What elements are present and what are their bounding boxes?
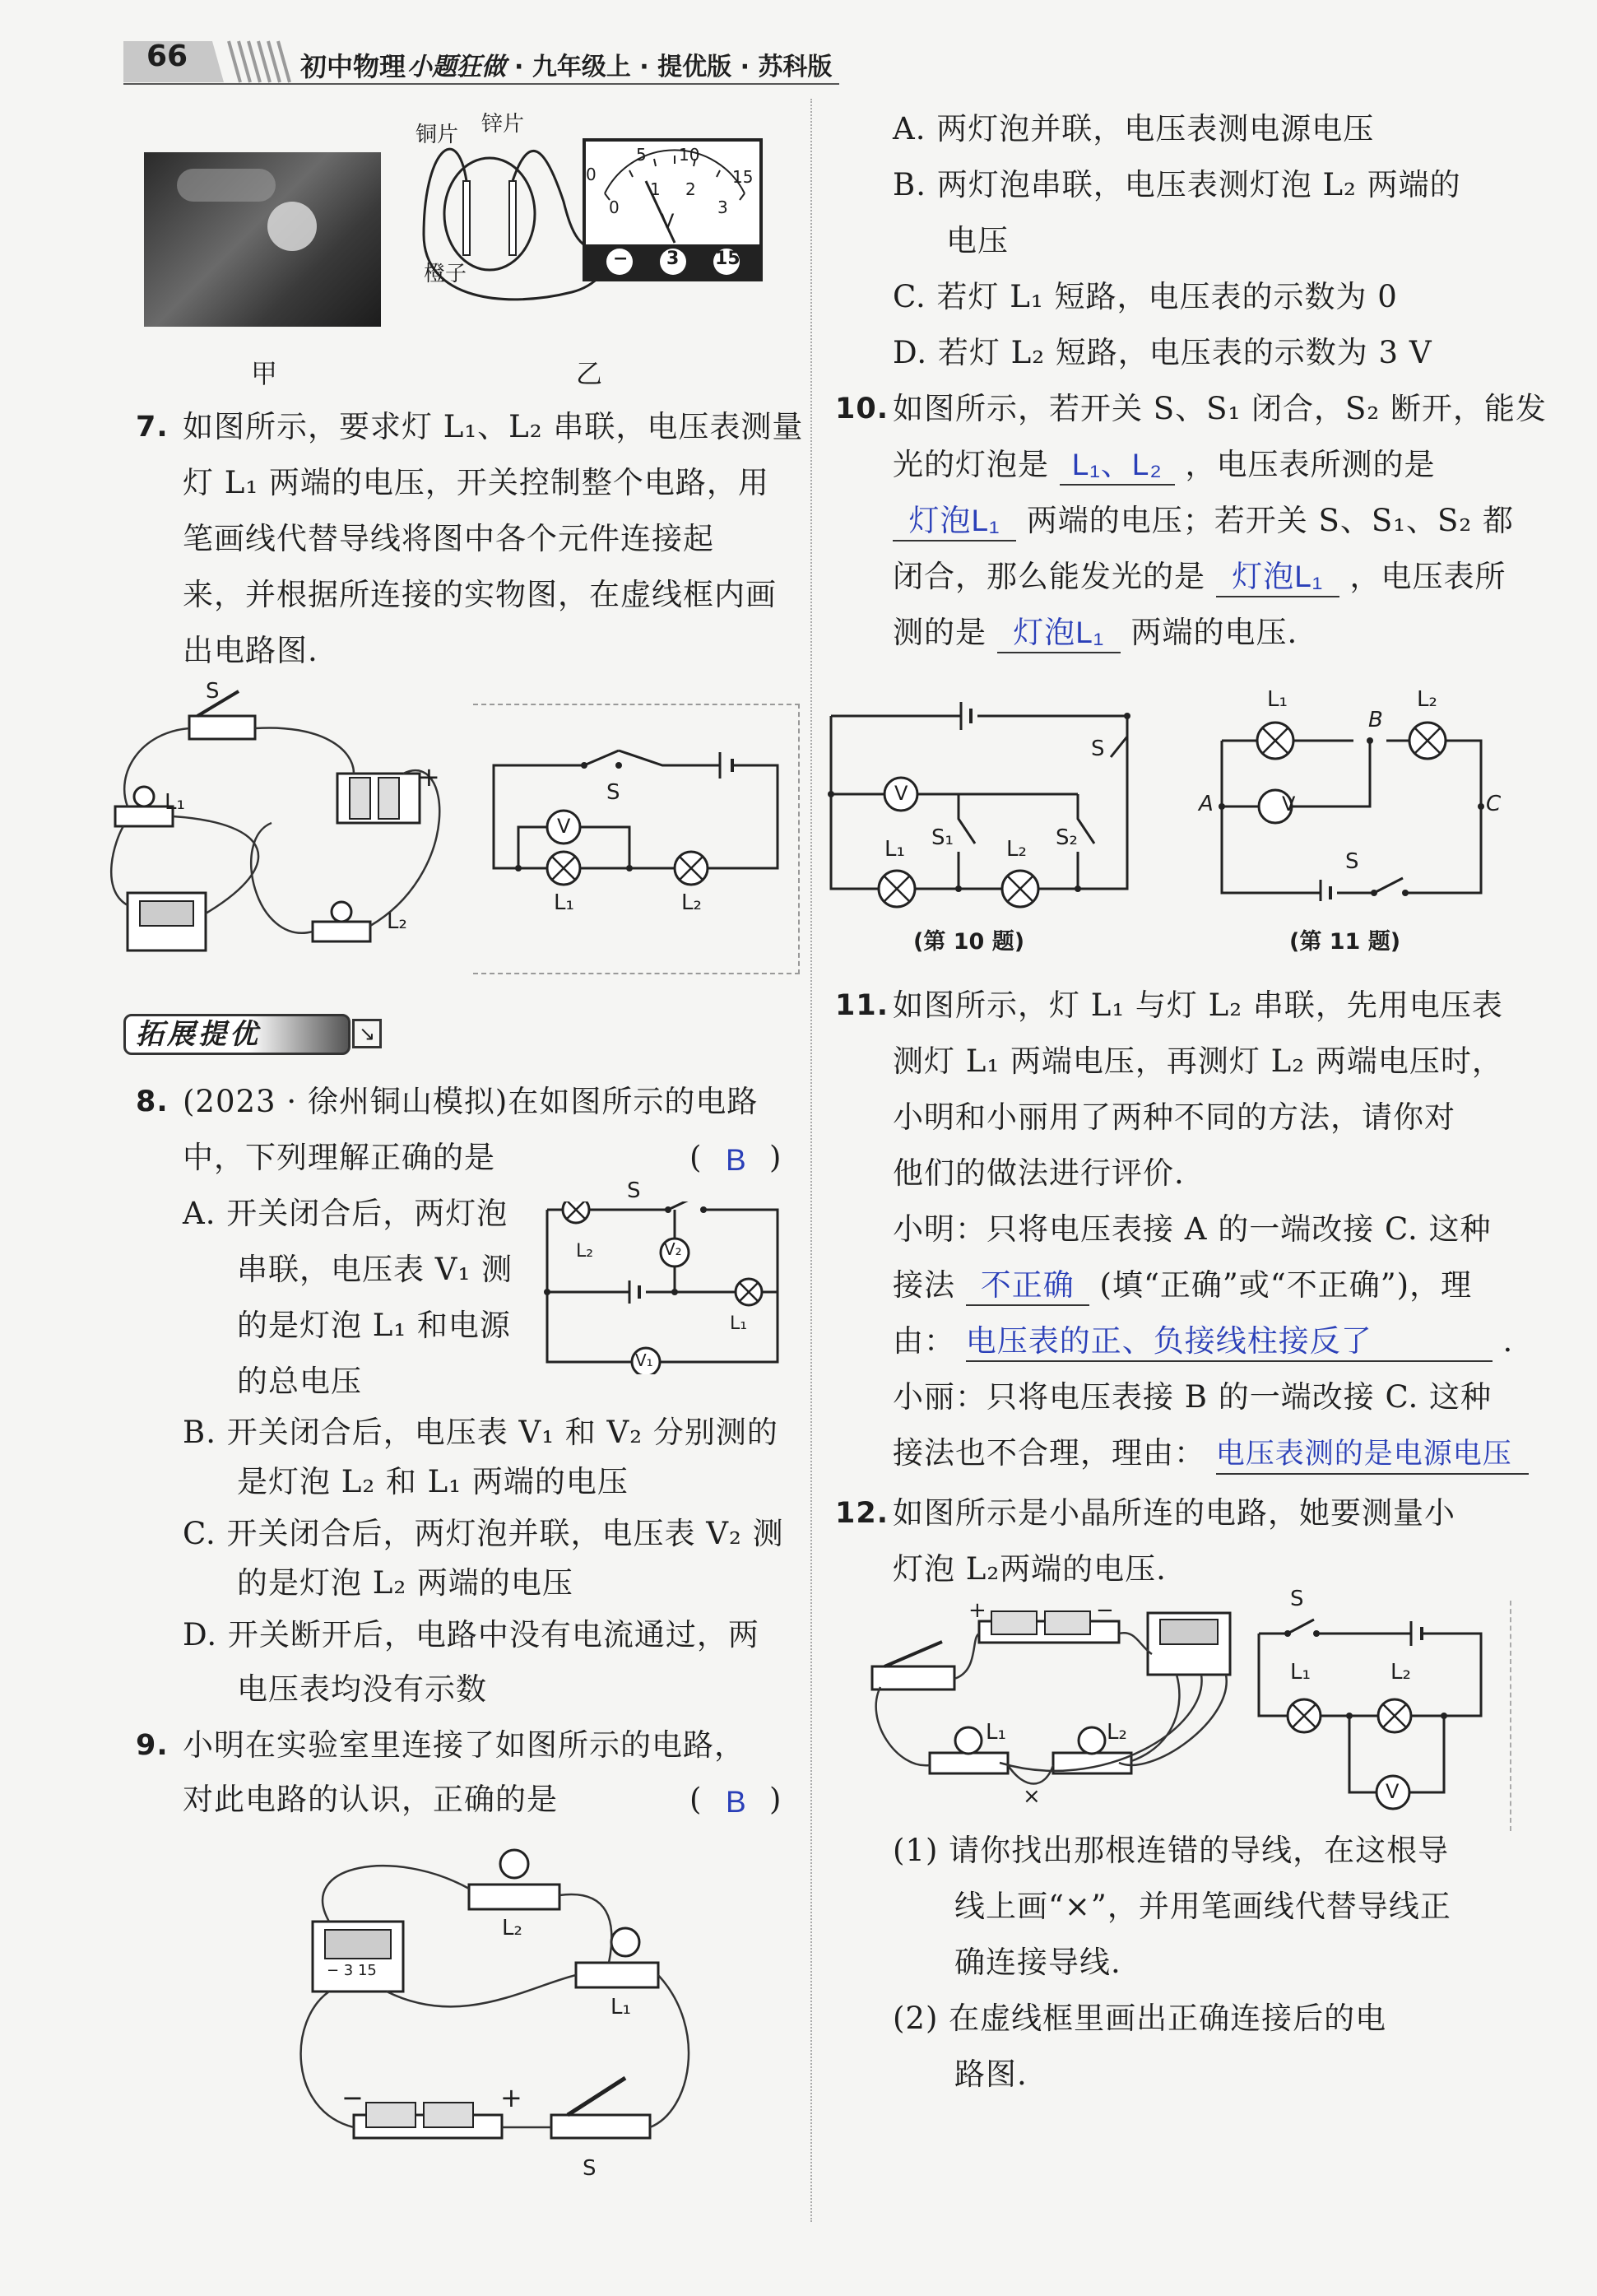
q11-line-4: 他们的做法进行评价. (893, 1155, 1185, 1191)
q9-option-a: A. 两灯泡并联，电压表测电源电压 (893, 111, 1375, 146)
q7-schem-l2-label: L₂ (681, 890, 702, 915)
q12-minus-label: − (1096, 1598, 1114, 1623)
q12-sub1-1: (1) 请你找出那根连错的导线，在这根导 (893, 1833, 1450, 1868)
q12-real-l1-label: L₁ (986, 1720, 1006, 1745)
q11-li-2 (893, 1425, 1529, 1481)
q8-l1-label: L₁ (730, 1313, 748, 1334)
q8-option-c-1: C. 开关闭合后，两灯泡并联，电压表 V₂ 测 (183, 1516, 784, 1551)
q11-blank-1: 不正确 (966, 1267, 1089, 1306)
q12-line-2: 灯泡 L₂两端的电压. (893, 1551, 1167, 1587)
q9-option-b-1: B. 两灯泡串联，电压表测灯泡 L₂ 两端的 (893, 167, 1461, 202)
q7-schem-l1-label: L₁ (554, 890, 574, 915)
q9-answer: B (726, 1785, 747, 1819)
q12-schem-s-label: S (1290, 1587, 1304, 1611)
fig6-photo (144, 152, 381, 327)
q11-caption: (第 11 题) (1289, 929, 1401, 955)
q10-line-3 (893, 493, 1514, 549)
q7-line-1: 如图所示，要求灯 L₁、L₂ 串联，电压表测量 (183, 409, 804, 444)
q8-circuit (535, 1201, 790, 1374)
q11-ming-2b: (填“正确”或“不正确”)，理 (1099, 1267, 1473, 1303)
q10-line-4a: 闭合，那么能发光的是 (893, 559, 1205, 594)
fig6-scale-top-0: 0 (586, 165, 597, 184)
q10-s-label: S (1091, 737, 1105, 761)
q7-real-plus-label: + (418, 761, 440, 792)
q9-l1-label: L₁ (610, 1995, 631, 2019)
fig6-zinc-label: 锌片 (481, 112, 525, 137)
q9-real-circuit (280, 1839, 708, 2168)
q11-a-label: A (1199, 792, 1214, 816)
q10-line-5a: 测的是 (893, 615, 987, 650)
fig6-terminal-minus: − (613, 249, 629, 269)
q11-l1-label: L₁ (1267, 687, 1288, 712)
q9-option-b-2: 电压 (946, 223, 1009, 258)
q12-sub1-3: 确连接导线. (954, 1945, 1121, 1980)
book-title: 初中物理 (300, 51, 406, 82)
q10-l1-label: L₁ (884, 837, 905, 862)
q9-stem-1: 小明在实验室里连接了如图所示的电路， (183, 1727, 745, 1763)
q11-ming-2 (893, 1257, 1472, 1313)
q11-ming-2a: 接法 (893, 1267, 955, 1303)
fig6-scale-bottom-2: 2 (685, 179, 696, 199)
fig6-meter-letter: V (661, 210, 675, 233)
q11-blank-3: 电压表测的是电源电压 (1216, 1435, 1529, 1475)
q10-line-1: 如图所示，若开关 S、S₁ 闭合，S₂ 断开，能发 (893, 391, 1547, 426)
q10-s1-label: S₁ (931, 825, 954, 850)
fig6-scale-top-10: 10 (679, 145, 700, 165)
page-number: 66 (146, 40, 188, 73)
q8-option-a-2: 串联，电压表 V₁ 测 (237, 1252, 513, 1287)
q10-blank-3: 灯泡L₁ (1216, 558, 1339, 597)
q12-sub2-1: (2) 在虚线框里画出正确连接后的电 (893, 2001, 1387, 2036)
q12-sub2-2: 路图. (954, 2057, 1028, 2092)
q10-number: 10. (835, 393, 889, 425)
q7-real-l1-label: L₁ (165, 790, 185, 815)
q7-dashed-frame (473, 704, 800, 974)
q10-caption: (第 10 题) (913, 929, 1025, 955)
q8-v2-label: V₂ (664, 1239, 682, 1259)
q8-option-b-2: 是灯泡 L₂ 和 L₁ 两端的电压 (237, 1464, 629, 1499)
q9-answer-bracket-close: ) (769, 1782, 782, 1817)
q12-real-circuit (856, 1605, 1242, 1810)
fig6-orange-label: 橙子 (424, 262, 467, 286)
book-subtitle: · 九年级上 · 提优版 · 苏科版 (514, 53, 833, 81)
q8-s-label: S (627, 1178, 641, 1203)
q10-v-label: V (894, 782, 908, 805)
q10-l2-label: L₂ (1006, 837, 1027, 862)
q11-line-1: 如图所示，灯 L₁ 与灯 L₂ 串联，先用电压表 (893, 988, 1503, 1023)
book-brand: 小题狂做 (407, 53, 506, 81)
q12-sub1-2: 线上画“×”，并用笔画线代替导线正 (954, 1889, 1451, 1924)
page-header (123, 35, 839, 92)
q9-stem-2: 对此电路的认识，正确的是 (183, 1782, 558, 1817)
q12-dashed-frame (1246, 1601, 1511, 1831)
q8-option-a-3: 的是灯泡 L₁ 和电源 (237, 1308, 511, 1343)
fig6-scale-bottom-1: 1 (650, 179, 661, 199)
q12-schem-l1-label: L₁ (1290, 1660, 1311, 1685)
q8-option-d-1: D. 开关断开后，电路中没有电流通过，两 (183, 1617, 759, 1652)
q11-v-label: V (1282, 792, 1296, 816)
q10-blank-2: 灯泡L₁ (893, 502, 1016, 541)
q11-ming-3 (893, 1313, 1513, 1369)
q10-line-3b: 两端的电压；若开关 S、S₁、S₂ 都 (1026, 503, 1514, 538)
section-bar (123, 1014, 351, 1055)
q9-s-label: S (583, 2156, 597, 2181)
q10-line-2a: 光的灯泡是 (893, 447, 1049, 482)
q12-line-1: 如图所示是小晶所连的电路，她要测量小 (893, 1495, 1455, 1531)
q9-l2-label: L₂ (502, 1916, 522, 1940)
fig6-copper-label: 铜片 (415, 123, 459, 147)
q12-number: 12. (835, 1497, 889, 1530)
q9-answer-bracket: ( (689, 1782, 703, 1817)
q7-schem-s-label: S (606, 780, 620, 805)
fig6-orange-voltmeter (407, 103, 778, 342)
fig6-terminal-15: 15 (715, 249, 740, 269)
q7-line-2: 灯 L₁ 两端的电压，开关控制整个电路，用 (183, 465, 769, 500)
column-divider (810, 99, 812, 2222)
q9-meter-label: − 3 15 (327, 1962, 377, 1979)
q12-cross-mark: × (1023, 1784, 1041, 1809)
q11-number: 11. (835, 989, 889, 1022)
section-arrow-icon: ↘ (352, 1019, 382, 1048)
q7-real-l2-label: L₂ (387, 909, 407, 934)
q8-v1-label: V₁ (635, 1350, 653, 1370)
q11-blank-2: 电压表的正、负接线柱接反了 (966, 1322, 1493, 1362)
fig6-label-yi: 乙 (576, 358, 604, 389)
fig6-label-jia: 甲 (251, 358, 279, 389)
q8-answer-bracket-close: ) (769, 1140, 782, 1175)
q7-schem-v-label: V (557, 815, 571, 838)
q10-line-4b: ，电压表所 (1349, 559, 1506, 594)
q11-li-1: 小丽：只将电压表接 B 的一端改接 C. 这种 (893, 1379, 1492, 1415)
q7-real-s-label: S (206, 679, 220, 704)
q10-line-5b: 两端的电压. (1130, 615, 1298, 650)
q10-s2-label: S₂ (1056, 825, 1078, 850)
q7-line-4: 来，并根据所连接的实物图，在虚线框内画 (183, 577, 777, 612)
q8-answer-bracket: ( (689, 1140, 703, 1175)
q7-line-3: 笔画线代替导线将图中各个元件连接起 (183, 521, 714, 556)
q12-schem-l2-label: L₂ (1390, 1660, 1411, 1685)
q7-number: 7. (136, 411, 169, 444)
q11-b-label: B (1368, 708, 1383, 732)
q11-s-label: S (1345, 849, 1359, 874)
q8-answer: B (726, 1143, 747, 1177)
q8-option-c-2: 的是灯泡 L₂ 两端的电压 (237, 1565, 573, 1601)
q11-line-3: 小明和小丽用了两种不同的方法，请你对 (893, 1099, 1455, 1135)
q8-l2-label: L₂ (576, 1241, 594, 1262)
q12-real-l2-label: L₂ (1107, 1720, 1127, 1745)
fig6-scale-bottom-0: 0 (609, 198, 620, 217)
fig6-scale-bottom-3: 3 (717, 198, 728, 217)
q9-plus-label: + (500, 2082, 522, 2113)
q11-ming-3a: 由： (893, 1323, 955, 1359)
q8-number: 8. (136, 1085, 169, 1118)
q11-l2-label: L₂ (1417, 687, 1437, 712)
q10-line-2 (893, 437, 1436, 493)
q12-schem-v-label: V (1386, 1780, 1400, 1803)
q8-option-a-4: 的总电压 (237, 1364, 362, 1399)
q10-blank-1: L₁、L₂ (1060, 446, 1175, 486)
q8-stem-2: 中，下列理解正确的是 (183, 1140, 495, 1175)
q12-plus-label: + (968, 1598, 987, 1623)
q10-line-2b: ，电压表所测的是 (1185, 447, 1436, 482)
q7-real-circuit (107, 675, 469, 963)
q9-option-d: D. 若灯 L₂ 短路，电压表的示数为 3 V (893, 335, 1432, 370)
q9-number: 9. (136, 1729, 169, 1762)
q8-option-b-1: B. 开关闭合后，电压表 V₁ 和 V₂ 分别测的 (183, 1415, 778, 1450)
q11-ming-1: 小明：只将电压表接 A 的一端改接 C. 这种 (893, 1211, 1492, 1247)
fig6-terminal-3: 3 (666, 249, 680, 269)
fig6-scale-top-15: 15 (732, 167, 754, 187)
q10-circuit (827, 695, 1156, 909)
q11-ming-3b: . (1502, 1323, 1514, 1359)
q10-line-5 (893, 605, 1298, 661)
q8-stem-1: (2023 · 徐州铜山模拟)在如图所示的电路 (183, 1084, 759, 1119)
q10-blank-4: 灯泡L₁ (997, 614, 1121, 653)
q11-li-2a: 接法也不合理，理由： (893, 1435, 1205, 1471)
section-title: 拓展提优 (136, 1018, 261, 1051)
q9-option-c: C. 若灯 L₁ 短路，电压表的示数为 0 (893, 279, 1398, 314)
q11-line-2: 测灯 L₁ 两端电压，再测灯 L₂ 两端电压时， (893, 1043, 1503, 1079)
q11-c-label: C (1486, 792, 1502, 816)
q7-line-5: 出电路图. (183, 633, 318, 668)
q8-option-d-2: 电压表均没有示数 (237, 1671, 487, 1707)
q8-option-a-1: A. 开关闭合后，两灯泡 (183, 1196, 508, 1231)
q10-line-4 (893, 549, 1506, 605)
fig6-scale-top-5: 5 (636, 145, 647, 165)
q9-minus-label: − (341, 2082, 364, 2113)
